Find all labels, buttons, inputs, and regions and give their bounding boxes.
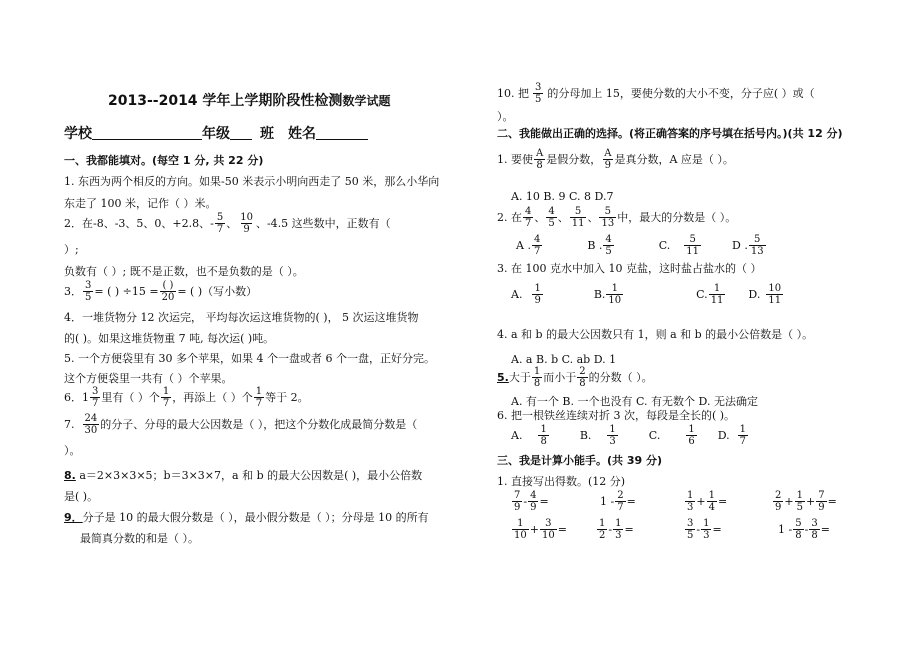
- q8-text: a＝2×3×3×5；b＝3×3×7，a 和 b 的最大公因数是( )，最小公倍数: [75, 469, 423, 482]
- fraction: 1 10: [514, 518, 527, 541]
- s2-q5-text-c: 的分数（ ）。: [588, 371, 653, 384]
- fraction: 2 9: [775, 490, 782, 513]
- s2-q2: 2. 在 4 7 、 4 5 、 5 11 、 5 13 中，最大的分数是（ ）。: [497, 206, 737, 229]
- fraction: 10 9: [240, 212, 253, 235]
- s2-q3-options[interactable]: [511, 283, 784, 306]
- option-a[interactable]: A.: [511, 288, 523, 301]
- section-2-heading: 二、我能做出正确的选择。(将正确答案的序号填在括号内。)(共 12 分): [497, 127, 843, 140]
- calc-7-9-minus-4-9[interactable]: [511, 490, 549, 513]
- q2-text-a: 2．在-8、-3、5、0、+2.8、-: [64, 217, 214, 230]
- option-d[interactable]: D.: [748, 288, 761, 301]
- fraction: 3 5: [535, 82, 542, 105]
- equals-sign: =: [827, 495, 837, 508]
- q6-text-c: 等于 2。: [265, 391, 309, 404]
- fraction: 7 9: [514, 490, 521, 513]
- minus-sign: -: [608, 523, 613, 536]
- section-1-heading: 一、我都能填对。(每空 1 分, 共 22 分): [64, 154, 264, 167]
- equals-sign: =: [820, 523, 830, 536]
- fraction: $\frac{7}{9}$: [818, 490, 825, 513]
- fraction: 5 8: [795, 518, 802, 541]
- calc-2-9-plus-1-5-plus-7-9[interactable]: [772, 490, 837, 513]
- q8-line-2: 是( )。: [64, 490, 99, 503]
- q7-line-2: ）。: [64, 444, 81, 457]
- s2-q5: [497, 366, 653, 389]
- student-info-line: [64, 127, 368, 141]
- fraction: 4 5: [605, 234, 612, 257]
- s2-q2-options[interactable]: [516, 234, 767, 257]
- fraction: 1 9: [534, 283, 541, 306]
- q3: [64, 280, 257, 303]
- s2-q6: 6. 把一根铁丝连续对折 3 次，每段是全长的( )。: [497, 409, 736, 422]
- fraction: 5 11: [686, 234, 700, 257]
- fraction: $\frac{3}{8}$: [811, 518, 818, 541]
- fraction: $\frac{4}{9}$: [530, 490, 537, 513]
- s2-q1: [497, 148, 734, 171]
- q4-line-2: 的( )。如果这堆货物重 7 吨, 每次运( )吨。: [64, 332, 275, 345]
- q7: [64, 413, 417, 436]
- fraction: $\frac{2}{7}$: [617, 490, 624, 513]
- title-main: 2013--2014 学年上学期阶段性检测: [108, 93, 343, 109]
- plus-sign: +: [805, 495, 816, 508]
- option-b[interactable]: B .: [587, 239, 603, 252]
- equals-sign: =: [712, 523, 722, 536]
- q6-num: 6．1: [64, 391, 89, 404]
- fraction: 3 7: [92, 386, 99, 409]
- equals-sign: =: [717, 495, 728, 508]
- q6: [64, 386, 309, 409]
- fraction: 5 13: [601, 206, 615, 229]
- fraction: 3 5: [687, 518, 694, 541]
- option-d[interactable]: D .: [732, 239, 748, 252]
- s2-q6-options[interactable]: [511, 424, 749, 447]
- calc-1-minus-5-8-minus-3-8[interactable]: [778, 518, 830, 541]
- minus-sign: -: [788, 523, 793, 536]
- minus-sign: -: [696, 523, 701, 536]
- page-title: [108, 94, 390, 108]
- q10-line-2: ）。: [497, 110, 514, 123]
- q9-line-2: 最简真分数的和是（ ）。: [80, 532, 199, 545]
- fraction: A 9: [604, 148, 612, 171]
- q3-text-a: = ( ) ÷15 =: [94, 285, 159, 298]
- option-b[interactable]: B.: [579, 429, 592, 442]
- fraction: 1 3: [609, 424, 616, 447]
- equals-sign: =: [624, 523, 634, 536]
- equals-sign: =: [539, 495, 549, 508]
- s2-q5-text-b: 而小于: [543, 371, 577, 384]
- minus-sign: -: [804, 523, 809, 536]
- option-a[interactable]: A .: [516, 239, 531, 252]
- s3-q1: 1. 直接写出得数。(12 分): [497, 475, 626, 488]
- option-c[interactable]: C.: [696, 288, 708, 301]
- s2-q5-num: 5.: [497, 371, 509, 384]
- fraction: $\frac{1}{3}$: [703, 518, 710, 541]
- title-subject: 数学试题: [342, 94, 391, 108]
- calc-1-2-minus-1-3[interactable]: [596, 518, 634, 541]
- name-blank[interactable]: [316, 127, 368, 140]
- s2-q3: 3. 在 100 克水中加入 10 克盐，这时盐占盐水的（ ）: [497, 262, 762, 275]
- option-d[interactable]: D.: [717, 429, 730, 442]
- calc-1-minus-2-7[interactable]: [600, 490, 636, 513]
- fraction: 10 11: [768, 283, 782, 306]
- s2-q5-text-a: 大于: [508, 371, 531, 384]
- calc-3-5-minus-1-3[interactable]: [684, 518, 722, 541]
- s2-q1-text-b: 是假分数，: [546, 153, 602, 166]
- fraction: 4 5: [548, 206, 555, 229]
- fraction: 2 8: [579, 366, 586, 389]
- fraction: 1 7: [739, 424, 747, 447]
- q9-text: 分子是 10 的最大假分数是（ ），最小假分数是（ ）；分母是 10 的所有: [82, 511, 429, 524]
- s2-q4: 4. a 和 b 的最大公因数只有 1，则 a 和 b 的最小公倍数是（ ）。: [497, 328, 814, 341]
- q10-text-a: 10. 把: [497, 87, 529, 100]
- fraction: 5 11: [571, 206, 585, 229]
- school-blank[interactable]: [92, 127, 202, 140]
- q6-text-b: ，再添上（ ）个: [172, 391, 253, 404]
- s2-q2-text-a: 2. 在: [497, 211, 522, 224]
- q6-text-a: 里有（ ）个: [101, 391, 160, 404]
- fraction: $\frac{1}{3}$: [615, 518, 622, 541]
- one: 1: [778, 523, 785, 536]
- s2-q2-text-b: 中，最大的分数是（ ）。: [617, 211, 737, 224]
- option-c[interactable]: C.: [658, 239, 671, 252]
- s2-q1-text-c: 是真分数，A 应是（ ）。: [614, 153, 734, 166]
- fraction: 1 8: [540, 424, 547, 447]
- fraction: 1 7: [255, 386, 263, 409]
- equals-sign: =: [626, 495, 636, 508]
- s2-q5-options[interactable]: A. 有一个 B. 一个也没有 C. 有无数个 D. 无法确定: [511, 395, 758, 408]
- calc-1-3-plus-1-4[interactable]: [684, 490, 727, 513]
- fraction: $\frac{3}{10}$: [541, 518, 555, 541]
- fraction: $\frac{1}{5}$: [796, 490, 803, 513]
- equals-sign: =: [557, 523, 567, 536]
- calc-1-10-plus-3-10[interactable]: [511, 518, 567, 541]
- q2-line-3: 负数有（ ）; 既不是正数，也不是负数的是（ ）。: [64, 265, 304, 278]
- fraction: A 8: [536, 148, 544, 171]
- grade-blank[interactable]: [230, 127, 252, 140]
- option-b[interactable]: B.: [593, 288, 606, 301]
- q1-line-1: 1. 东西为两个相反的方向。如果-50 米表示小明向西走了 50 米，那么小华向: [64, 175, 440, 188]
- grade-label: 年级: [202, 126, 230, 142]
- q2-sep: 、: [226, 217, 238, 230]
- fraction: 4 7: [525, 206, 532, 229]
- fraction: 4 7: [533, 234, 541, 257]
- one: 1: [600, 495, 607, 508]
- fraction: 5 13: [750, 234, 764, 257]
- q3-num: 3．: [64, 285, 82, 298]
- minus-sign: -: [523, 495, 528, 508]
- q4-line-1: 4．一堆货物分 12 次运完， 平均每次运这堆货物的( )， 5 次运这堆货物: [64, 311, 419, 324]
- plus-sign: +: [529, 523, 539, 536]
- s2-q4-options[interactable]: A. a B. b C. ab D. 1: [511, 353, 617, 366]
- q8-line-1: [64, 470, 422, 481]
- q1-line-2: 东走了 100 米，记作（ ）米。: [64, 197, 217, 210]
- s2-q1-text-a: 1. 要使: [497, 153, 533, 166]
- minus-sign: -: [610, 495, 615, 508]
- fraction: 1 8: [533, 366, 541, 389]
- class-label: 班: [260, 126, 274, 142]
- q7-num: 7.: [64, 418, 75, 431]
- q5-line-2: 这个方便袋里一共有（ ）个苹果。: [64, 372, 233, 385]
- school-label: 学校: [64, 126, 92, 142]
- fraction: 1 3: [687, 490, 694, 513]
- name-label: 姓名: [288, 126, 316, 142]
- q3-text-b: = ( )（写小数）: [177, 285, 258, 298]
- fraction: 5 7: [216, 212, 224, 235]
- fraction: 1 11: [710, 283, 724, 306]
- fraction: $\frac{1}{4}$: [708, 490, 715, 513]
- fraction: 24 30: [84, 413, 98, 436]
- s2-q1-options[interactable]: A. 10 B. 9 C. 8 D.7: [511, 190, 614, 203]
- q10-text-b: 的分母加上 15，要使分数的大小不变，分子应( ）或（: [547, 87, 815, 100]
- fraction: 1 6: [688, 424, 695, 447]
- plus-sign: +: [696, 495, 706, 508]
- fraction: $\frac{3}{5}$: [85, 280, 92, 303]
- section-3-heading: 三、我是计算小能手。(共 39 分): [497, 454, 663, 467]
- fraction: 1 7: [162, 386, 170, 409]
- q10-line-1: [497, 82, 815, 105]
- q5-line-1: 5. 一个方便袋里有 30 多个苹果，如果 4 个一盘或者 6 个一盘，正好分完。: [64, 352, 435, 365]
- q9-line-1: [64, 512, 429, 523]
- q9-num: 9．: [64, 511, 83, 524]
- q2-line-2: ）;: [64, 243, 79, 256]
- plus-sign: +: [784, 495, 794, 508]
- q7-text-a: 的分子、分母的最大公因数是（ ），把这个分数化成最简分数是（: [100, 418, 418, 431]
- fraction: 1 2: [599, 518, 606, 541]
- q2-text-b: 、-4.5 这些数中，正数有（: [255, 217, 391, 230]
- fraction-blank[interactable]: ( ) 20: [161, 280, 175, 303]
- fraction: 1 10: [608, 283, 622, 306]
- option-c[interactable]: C.: [648, 429, 661, 442]
- q2-line-1: [64, 212, 391, 235]
- q8-num: 8.: [64, 469, 76, 482]
- option-a[interactable]: A.: [511, 429, 523, 442]
